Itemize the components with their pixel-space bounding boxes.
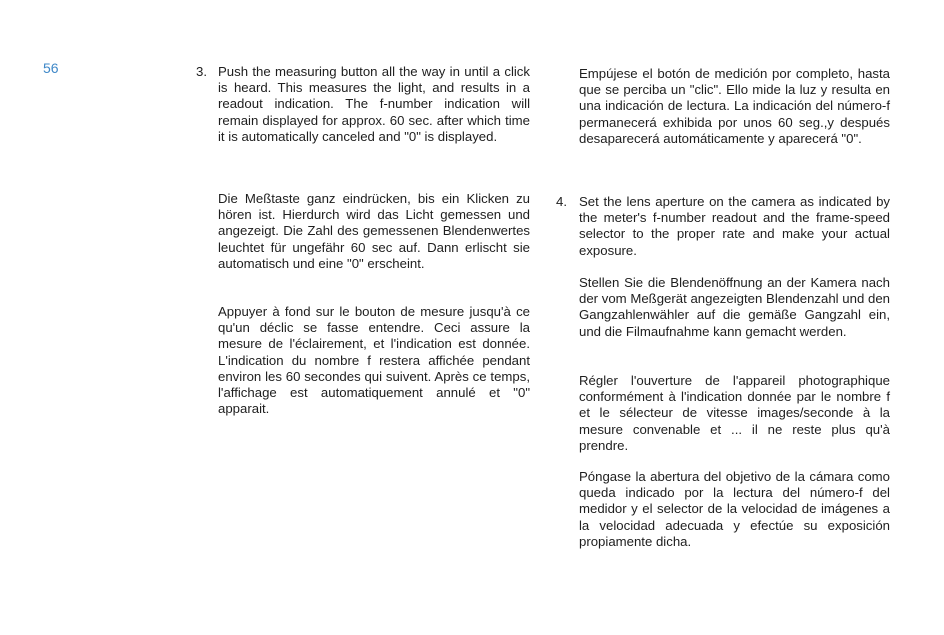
step-4-french: Régler l'ouverture de l'appareil photographique conformément à l'indication donnée par le nombre f et le sélecteur de vitesse images/seconde à la mesure convenable et ... il ne reste plus qu'à prendre. [579,373,890,453]
step-3-french: Appuyer à fond sur le bouton de mesure jusqu'à ce qu'un déclic se fasse entendre. Ceci assure la mesure de l'éclairement, et l'indication est donnée. L'indication du nombre f restera affichée pendant environ les 60 secondes qui suivent. Après ce temps, l'affichage est automatiquement annulé et "0" apparait. [218,304,530,417]
step-4-spanish: Póngase la abertura del objetivo de la cámara como queda indicado por la lectura del número-f del medidor y el selector de la velocidad de imágenes a la velocidad adecuada y efectúe su exposición propiamente dicha. [579,469,890,549]
step-4-english: Set the lens aperture on the camera as indicated by the meter's f-number readout and the frame-speed selector to the proper rate and make your actual exposure. [579,194,890,258]
step-3-english: Push the measuring button all the way in until a click is heard. This measures the light, and results in a readout indication. The f-number indication will remain displayed for approx. 60 sec. after which time it is automatically canceled and "0" is displayed. [218,64,530,144]
page-number: 56 [43,60,59,76]
step-3-german: Die Meßtaste ganz eindrücken, bis ein Klicken zu hören ist. Hierdurch wird das Licht gemessen und angezeigt. Die Zahl des gemessenen Blendenwertes leuchtet für ungefähr 60 sec auf. Dann erlischt sie automatisch und eine "0" erscheint. [218,191,530,271]
step-4-number: 4. [556,194,567,209]
step-4-german: Stellen Sie die Blendenöffnung an der Kamera nach der vom Meßgerät angezeigten Blendenzahl und den Gangzahlenwähler auf die gemäße Gangzahl ein, und die Filmaufnahme kann gemacht werden. [579,275,890,339]
step-3-spanish: Empújese el botón de medición por completo, hasta que se perciba un "clic". Ello mide la luz y resulta en una indicación de lectura. La indicación del número-f permanecerá exhibida por unos 60 seg.,y después desaparecerá automáticamente y aparecerá "0". [579,66,890,146]
step-3-number: 3. [196,64,207,79]
